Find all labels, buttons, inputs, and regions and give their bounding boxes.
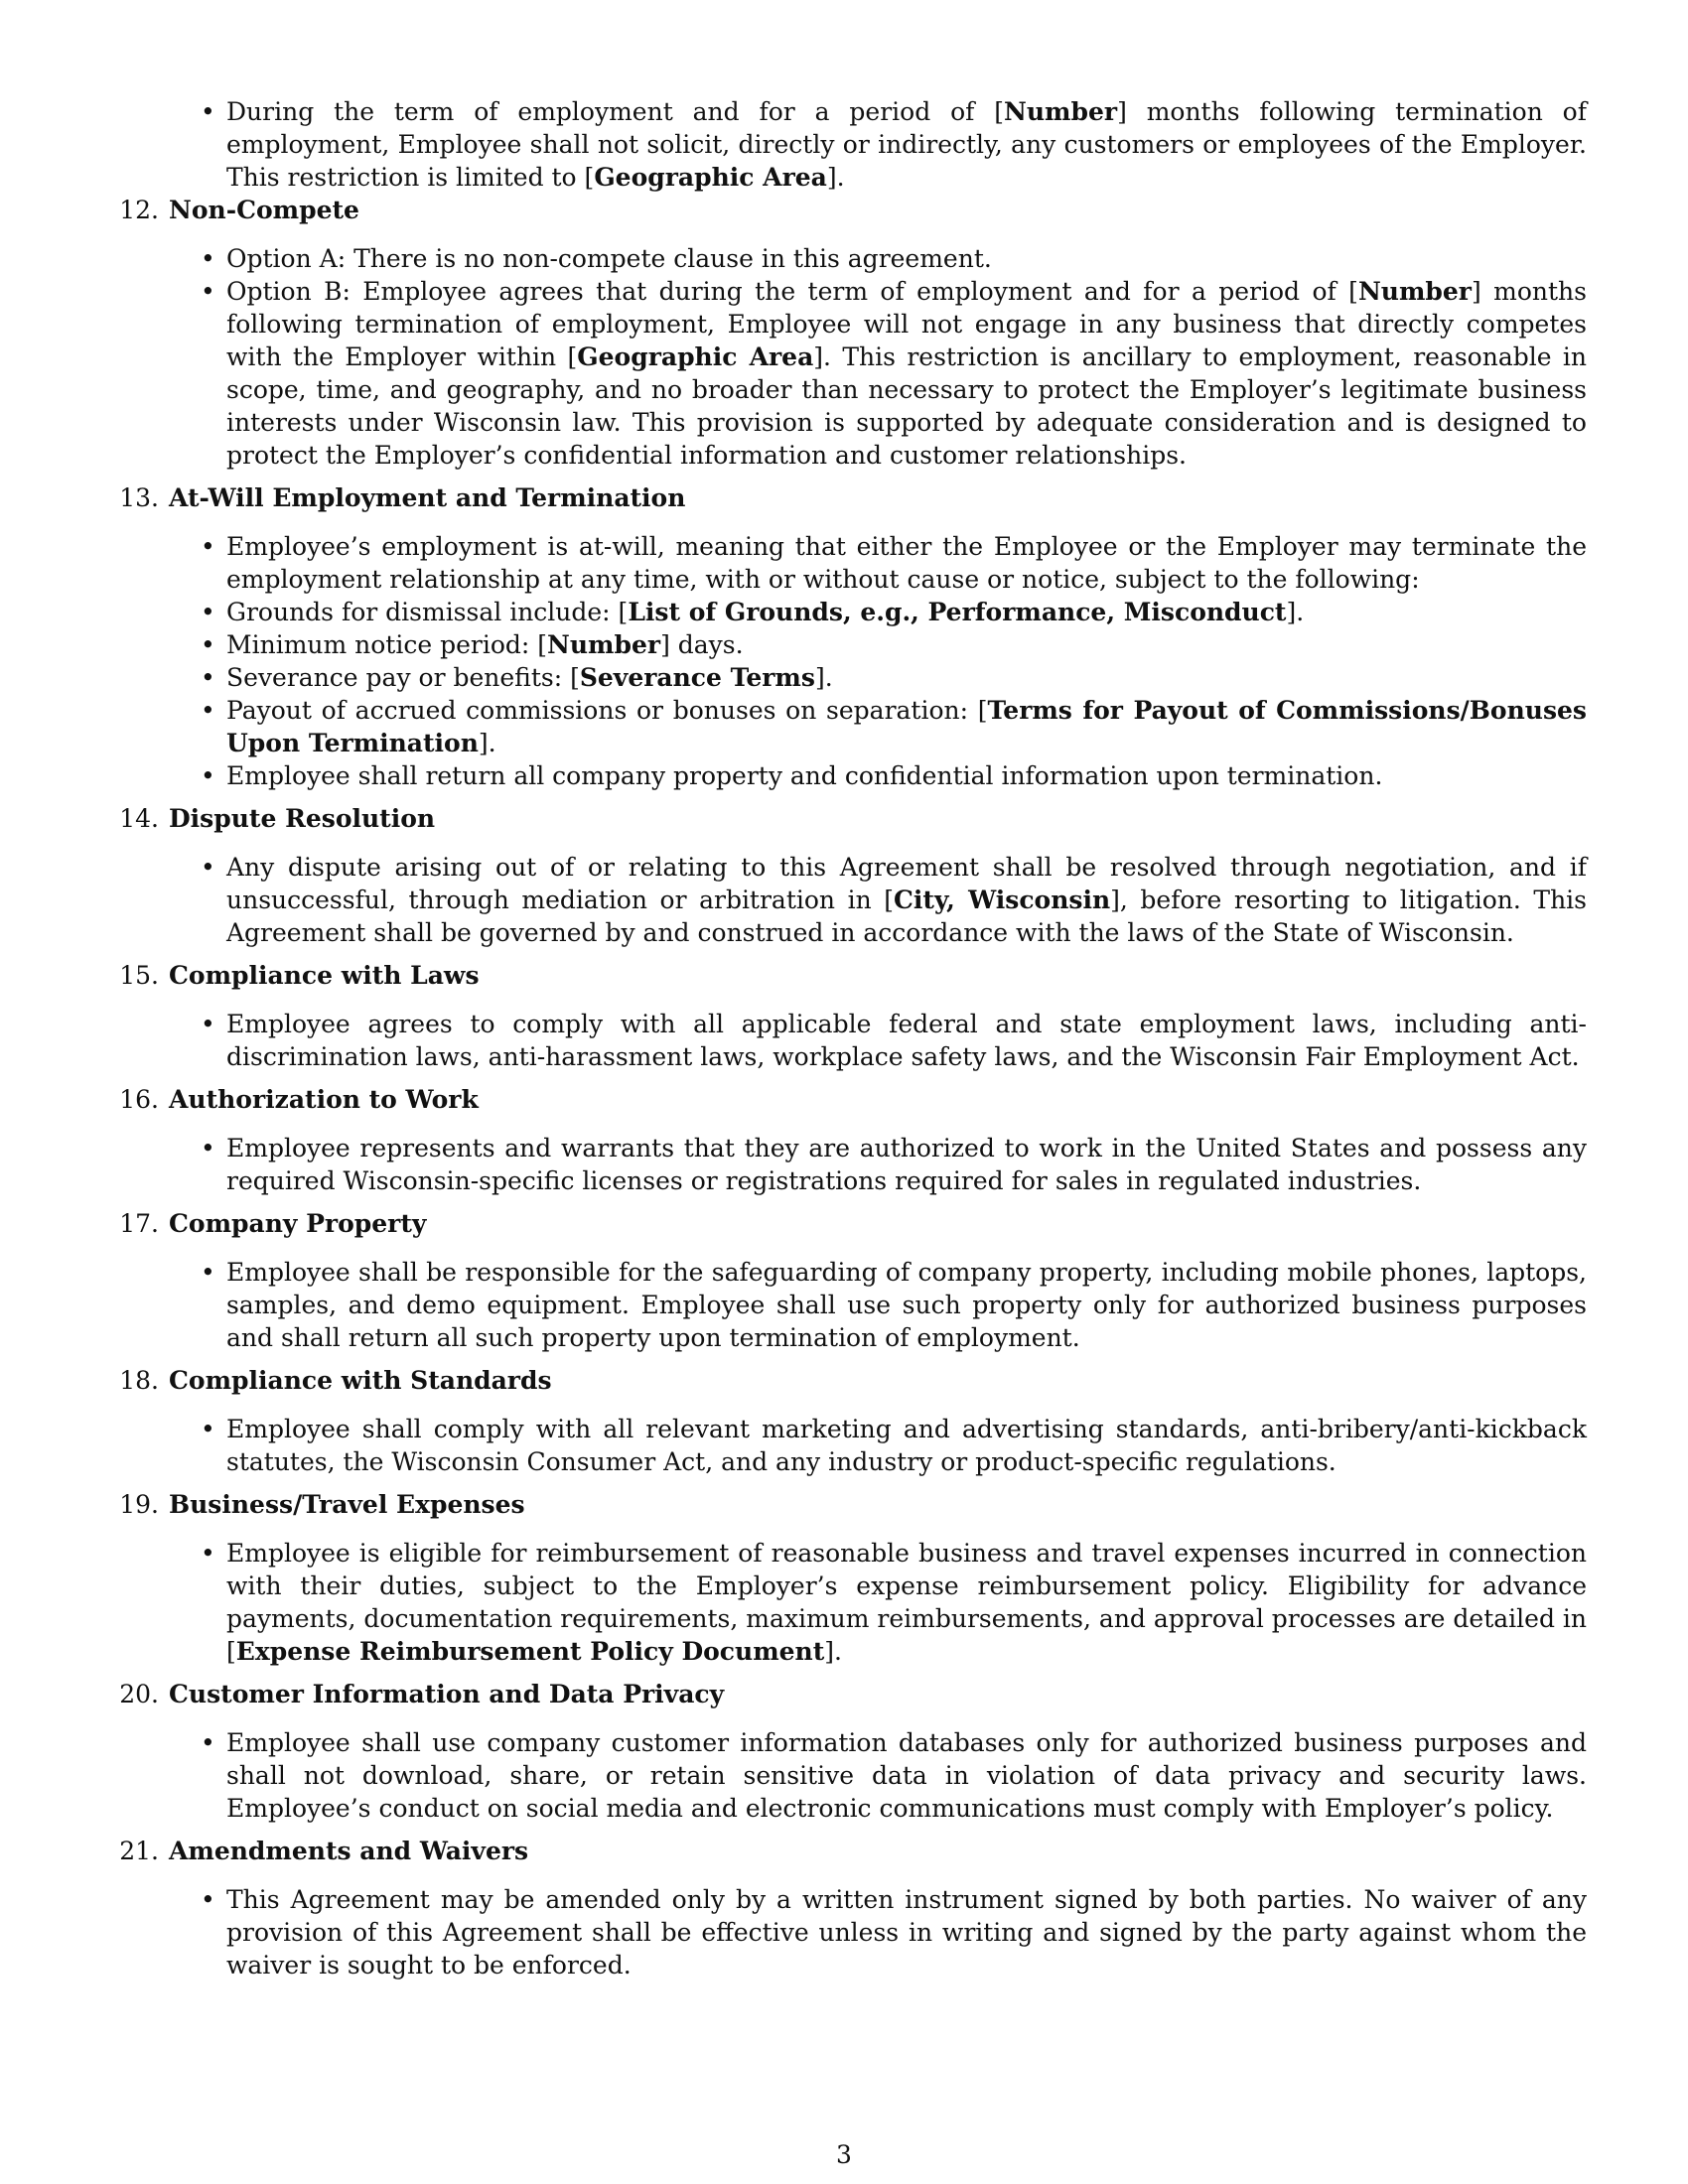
list-item bbox=[226, 628, 1587, 661]
placeholder-field-text: Number bbox=[1004, 97, 1118, 126]
section-number: 18 . bbox=[117, 1364, 159, 1397]
section-heading bbox=[119, 1488, 1587, 1521]
section-title: Non-Compete bbox=[169, 196, 359, 224]
bullet-text: ]. bbox=[826, 163, 845, 192]
bullet-list bbox=[165, 242, 1587, 472]
section-title: Compliance with Standards bbox=[169, 1366, 552, 1395]
list-item bbox=[226, 530, 1587, 596]
bullet-text: Option A: There is no non-compete clause in this agreement. bbox=[226, 244, 992, 273]
section-heading bbox=[119, 1364, 1587, 1397]
section bbox=[119, 959, 1587, 1073]
section-number: 19 . bbox=[117, 1488, 159, 1521]
bullet-list bbox=[165, 1256, 1587, 1354]
bullet-list bbox=[165, 1132, 1587, 1197]
bullet-text: Option B: Employee agrees that during the term of employment and for a period of [ bbox=[226, 277, 1358, 306]
list-item bbox=[226, 95, 1587, 194]
bullet-text: During the term of employment and for a period of [ bbox=[226, 97, 1005, 126]
bullet-text: ]. bbox=[814, 663, 833, 692]
bullet-text: Grounds for dismissal include: [ bbox=[226, 598, 629, 626]
bullet-text: Employee’s employment is at-will, meaning that either the Employee or the Employer may terminate the employment relationship at any time, with or without cause or notice, subject to the following: bbox=[226, 532, 1587, 594]
bullet-text: ]. bbox=[824, 1637, 842, 1666]
section-number: 21 . bbox=[117, 1835, 159, 1867]
section-number: 20 . bbox=[117, 1678, 159, 1710]
list-item bbox=[226, 661, 1587, 694]
sections-container bbox=[119, 194, 1588, 1981]
bullet-text: ] months following termination of employment, Employee shall not solicit, directly or indirectly, any customers or employees of the Employer. This restriction is limited to [ bbox=[226, 97, 1587, 192]
bullet-text: Minimum notice period: [ bbox=[226, 630, 548, 659]
section-heading bbox=[119, 194, 1587, 226]
section-title: Compliance with Laws bbox=[169, 961, 480, 990]
section-number: 16 . bbox=[117, 1083, 159, 1116]
section-title: At-Will Employment and Termination bbox=[169, 483, 686, 512]
placeholder-field-text: Severance Terms bbox=[579, 663, 815, 692]
section-title: Authorization to Work bbox=[169, 1085, 479, 1114]
placeholder-field-text: Expense Reimbursement Policy Document bbox=[235, 1637, 825, 1666]
list-item bbox=[226, 759, 1587, 792]
section-title: Business/Travel Expenses bbox=[169, 1490, 525, 1519]
bullet-text: Any dispute arising out of or relating to this Agreement shall be resolved through negotiation, and if unsuccessful, through mediation or arbitration in [ bbox=[226, 853, 1587, 914]
section-heading bbox=[119, 802, 1587, 835]
list-item bbox=[226, 851, 1587, 949]
bullet-text: Employee represents and warrants that they are authorized to work in the United States and possess any required Wisconsin-specific licenses or registrations required for sales in regulated industries. bbox=[226, 1134, 1587, 1195]
placeholder-field-text: Geographic Area bbox=[594, 163, 827, 192]
section-number: 17 . bbox=[117, 1207, 159, 1240]
placeholder-field-text: Number bbox=[1357, 277, 1472, 306]
section-title: Amendments and Waivers bbox=[169, 1837, 529, 1865]
section bbox=[119, 481, 1587, 792]
bullet-text: ]. This restriction is ancillary to employment, reasonable in scope, time, and geography, and no broader than necessary to protect the Employer’s legitimate business interests under Wisconsin law. This provision is supported by adequate consideration and is designed to protect the Employer’s confidential information and customer relationships. bbox=[226, 342, 1588, 470]
bullet-text: Employee shall use company customer information databases only for authorized business purposes and shall not download, share, or retain sensitive data in violation of data privacy and security laws. Employee’s conduct on social media and electronic communications must comply with Employer’s policy. bbox=[226, 1728, 1587, 1823]
bullet-text: ] days. bbox=[660, 630, 744, 659]
section-number: 12 . bbox=[117, 194, 159, 226]
section-heading bbox=[119, 1678, 1587, 1710]
list-item bbox=[226, 1132, 1587, 1197]
list-item bbox=[226, 1883, 1587, 1981]
list-item bbox=[226, 1413, 1587, 1478]
placeholder-field-text: Terms for Payout of Commissions/Bonuses Upon Termination bbox=[226, 696, 1587, 757]
document-body bbox=[119, 95, 1588, 1991]
section bbox=[119, 1083, 1587, 1197]
section-number: 14 . bbox=[117, 802, 159, 835]
section-number: 13 . bbox=[117, 481, 159, 514]
bullet-text: Employee agrees to comply with all applicable federal and state employment laws, including anti-discrimination laws, anti-harassment laws, workplace safety laws, and the Wisconsin Fair Employment Act. bbox=[226, 1010, 1587, 1071]
bullet-list bbox=[165, 1008, 1587, 1073]
bullet-text: ], before resorting to litigation. This Agreement shall be governed by and construed in accordance with the laws of the State of Wisconsin. bbox=[226, 886, 1588, 947]
bullet-list bbox=[165, 1537, 1587, 1668]
section bbox=[119, 1678, 1587, 1825]
list-item bbox=[226, 1726, 1587, 1825]
bullet-text: ]. bbox=[1286, 598, 1305, 626]
placeholder-field-text: List of Grounds, e.g., Performance, Misconduct bbox=[628, 598, 1287, 626]
bullet-text: Employee shall be responsible for the safeguarding of company property, including mobile phones, laptops, samples, and demo equipment. Employee shall use such property only for authorized business purposes and shall return all such property upon termination of employment. bbox=[226, 1258, 1587, 1352]
list-item bbox=[226, 242, 1587, 275]
section bbox=[119, 802, 1588, 949]
bullet-list bbox=[165, 851, 1587, 949]
section-title: Dispute Resolution bbox=[169, 804, 436, 833]
placeholder-field-text: City, Wisconsin bbox=[894, 886, 1111, 914]
bullet-text: ] months following termination of employment, Employee will not engage in any business that directly competes with the Employer within [ bbox=[226, 277, 1587, 371]
placeholder-field-text: Geographic Area bbox=[577, 342, 814, 371]
section bbox=[119, 1207, 1587, 1354]
section-heading bbox=[119, 1083, 1587, 1116]
bullet-list bbox=[165, 530, 1587, 792]
section-title: Customer Information and Data Privacy bbox=[169, 1680, 725, 1708]
bullet-text: Employee shall return all company property and confidential information upon termination. bbox=[226, 761, 1383, 790]
list-item bbox=[226, 1537, 1587, 1668]
list-item bbox=[226, 694, 1587, 759]
list-item bbox=[226, 1008, 1587, 1073]
bullet-list bbox=[165, 1883, 1587, 1981]
section-title: Company Property bbox=[169, 1209, 427, 1238]
section bbox=[119, 1488, 1587, 1668]
list-item bbox=[226, 596, 1587, 628]
section bbox=[119, 194, 1588, 472]
bullet-text: ]. bbox=[478, 729, 496, 757]
section-heading bbox=[119, 959, 1587, 992]
bullet-text: Severance pay or benefits: [ bbox=[226, 663, 580, 692]
bullet-list bbox=[165, 1726, 1587, 1825]
section-heading bbox=[119, 1835, 1587, 1867]
page-number: 3 bbox=[836, 2140, 852, 2169]
bullet-text: Employee shall comply with all relevant marketing and advertising standards, anti-bribery/anti-kickback statutes, the Wisconsin Consumer Act, and any industry or product-specific regulations. bbox=[226, 1415, 1587, 1476]
section bbox=[119, 1835, 1587, 1981]
section-heading bbox=[119, 481, 1587, 514]
section-heading bbox=[119, 1207, 1587, 1240]
bullet-list bbox=[165, 1413, 1587, 1478]
section bbox=[119, 1364, 1587, 1478]
placeholder-field-text: Number bbox=[547, 630, 661, 659]
section-number: 15 . bbox=[117, 959, 159, 992]
list-item bbox=[226, 1256, 1587, 1354]
bullet-text: This Agreement may be amended only by a written instrument signed by both parties. No waiver of any provision of this Agreement shall be effective unless in writing and signed by the party against whom the waiver is sought to be enforced. bbox=[226, 1885, 1587, 1979]
list-item bbox=[226, 275, 1587, 472]
intro-bullet-list bbox=[165, 95, 1587, 194]
bullet-text: Employee is eligible for reimbursement of reasonable business and travel expenses incurred in connection with their duties, subject to the Employer’s expense reimbursement policy. Eligibility for advance payments, documentation requirements, maximum reimbursements, and approval processes are detailed in [ bbox=[226, 1539, 1587, 1666]
bullet-text: Payout of accrued commissions or bonuses on separation: [ bbox=[226, 696, 988, 725]
